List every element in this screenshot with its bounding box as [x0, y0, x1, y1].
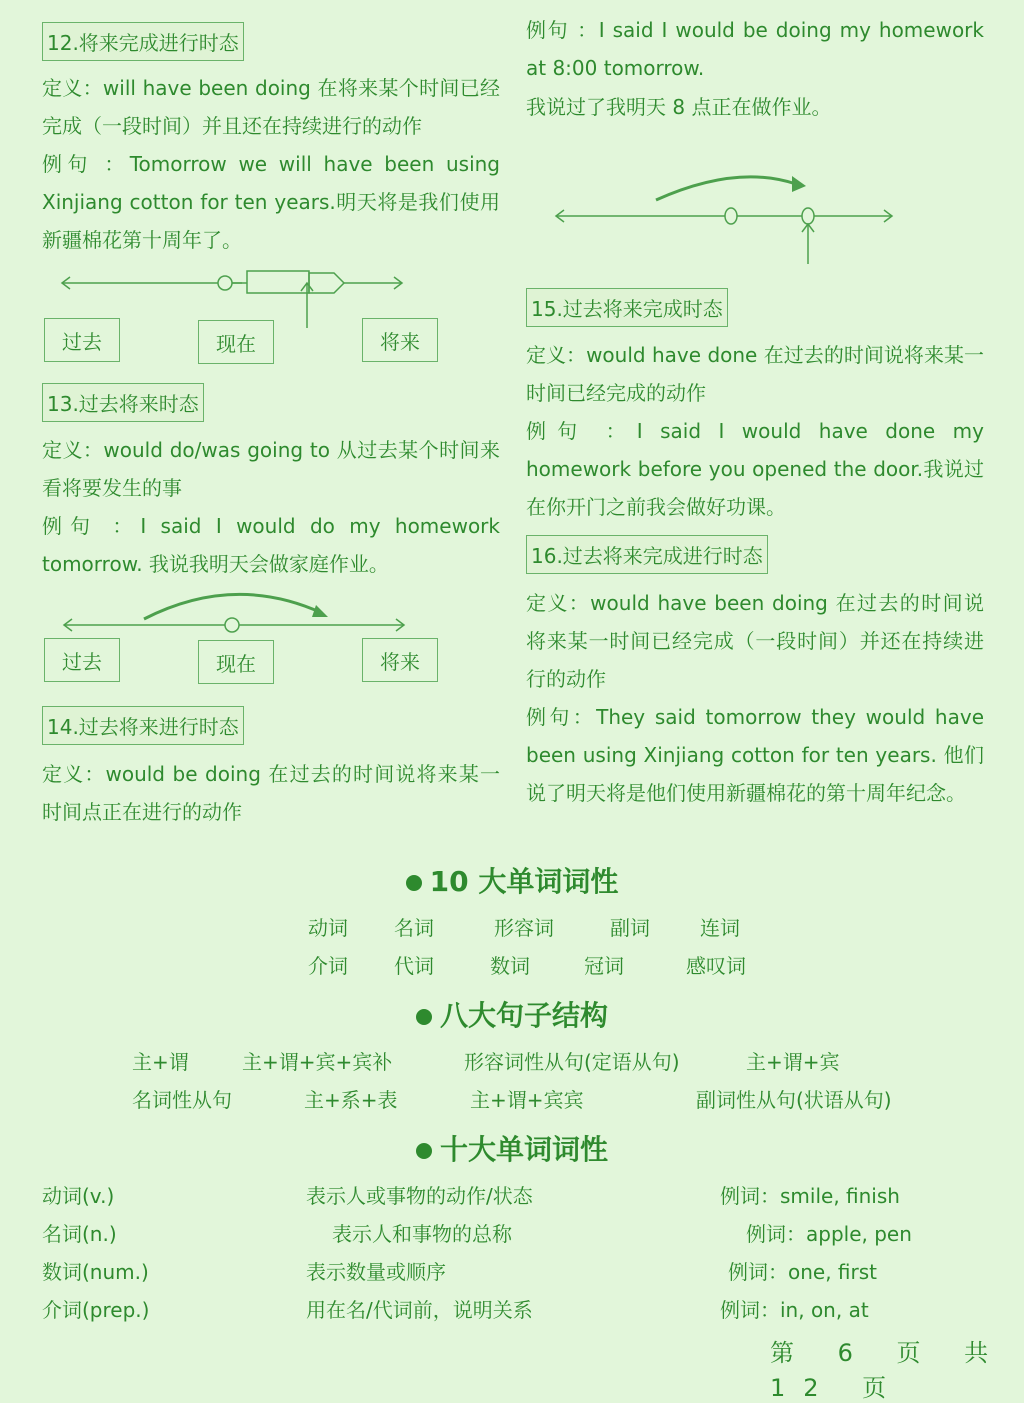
section-15-example: 例句 ：I said I would have done my homework before you opened the door.我说过在你开门之前我会做好功课。 — [526, 419, 984, 519]
box-present-13: 现在 — [198, 640, 274, 684]
pos-example: 例词：apple, pen — [746, 1222, 912, 1246]
section-12-example: 例句 ：Tomorrow we will have been using Xinjiang cotton for ten years.明天将是我们使用新疆棉花第十周年了。 — [42, 152, 500, 252]
section-13-example: 例句 ：I said I would do my homework tomorrow. 我说我明天会做家庭作业。 — [42, 514, 500, 576]
pos-name: 数词(num.) — [42, 1260, 149, 1284]
pos10-word: 动词 — [308, 916, 348, 940]
pos10-word: 数词 — [490, 954, 530, 978]
pos10-title: 10 大单词词性 — [429, 865, 619, 898]
pos-desc: 表示数量或顺序 — [306, 1260, 446, 1284]
box-past-13: 过去 — [44, 638, 120, 682]
sentence-structure: 主+谓+宾宾 — [470, 1088, 584, 1112]
section-16-example: 例句：They said tomorrow they would have been using Xinjiang cotton for ten years. 他们说了明天将是他们使用新疆棉花的第十周年纪念。 — [526, 705, 984, 805]
pos10-word: 冠词 — [584, 954, 624, 978]
box-future-12: 将来 — [362, 318, 438, 362]
pos-desc: 表示人或事物的动作/状态 — [306, 1184, 533, 1208]
sentence-structure: 形容词性从句(定语从句) — [464, 1050, 680, 1074]
box-future-13: 将来 — [362, 638, 438, 682]
bullet-icon — [406, 875, 422, 891]
section-15-definition: 定义：would have done 在过去的时间说将来某一时间已经完成的动作 — [526, 343, 984, 405]
pos-example: 例词：in, on, at — [720, 1298, 869, 1322]
sentence-structure: 主+系+表 — [304, 1088, 398, 1112]
pos10-word: 形容词 — [494, 916, 554, 940]
pos10-word: 名词 — [394, 916, 434, 940]
sentence8-heading — [0, 994, 1024, 1034]
section-13-definition: 定义：would do/was going to 从过去某个时间来看将要发生的事 — [42, 438, 500, 500]
sentence-structure: 名词性从句 — [132, 1088, 232, 1112]
section-14-title: 14.过去将来进行时态 — [42, 706, 244, 745]
section-16-definition: 定义：would have been doing 在过去的时间说将来某一时间已经完成（一段时间）并还在持续进行的动作 — [526, 591, 984, 691]
box-past-12: 过去 — [44, 318, 120, 362]
pos10b-heading — [0, 1128, 1024, 1168]
box-present-12: 现在 — [198, 320, 274, 364]
bullet-icon — [416, 1009, 432, 1025]
section-14-example-cn: 我说过了我明天 8 点正在做作业。 — [526, 95, 832, 119]
section-14-definition: 定义：would be doing 在过去的时间说将来某一时间点正在进行的动作 — [42, 762, 500, 824]
bullet-icon — [416, 1143, 432, 1159]
pos-example: 例词：one, first — [728, 1260, 878, 1284]
section-15-title: 15.过去将来完成时态 — [526, 288, 728, 327]
sentence-structure: 主+谓+宾+宾补 — [242, 1050, 393, 1074]
sentence-structure: 副词性从句(状语从句) — [696, 1088, 892, 1112]
page-footer: 第 6 页 共 12 页 — [770, 1339, 1007, 1402]
pos-name: 名词(n.) — [42, 1222, 117, 1246]
section-13-title: 13.过去将来时态 — [42, 383, 204, 422]
pos-name: 动词(v.) — [42, 1184, 115, 1208]
sentence-structure: 主+谓 — [132, 1050, 189, 1074]
section-12-definition: 定义：will have been doing 在将来某个时间已经完成（一段时间）并且还在持续进行的动作 — [42, 76, 500, 138]
pos10-word: 副词 — [610, 916, 650, 940]
pos10-heading — [0, 860, 1024, 900]
pos-example: 例词：smile, finish — [720, 1184, 900, 1208]
section-12-title: 12.将来完成进行时态 — [42, 22, 244, 61]
sentence8-title: 八大句子结构 — [439, 999, 608, 1032]
pos-desc: 表示人和事物的总称 — [332, 1222, 512, 1246]
section-16-title: 16.过去将来完成进行时态 — [526, 535, 768, 574]
pos-name: 介词(prep.) — [42, 1298, 150, 1322]
pos10-word: 感叹词 — [686, 954, 746, 978]
timeline-14 — [556, 170, 896, 270]
timeline-13 — [64, 585, 444, 640]
section-14-example-en: 例句 ：I said I would be doing my homework at 8:00 tomorrow. — [526, 18, 984, 80]
pos10-word: 代词 — [394, 954, 434, 978]
sentence-structure: 主+谓+宾 — [746, 1050, 840, 1074]
pos-desc: 用在名/代词前，说明关系 — [306, 1298, 533, 1322]
pos10b-title: 十大单词词性 — [439, 1133, 608, 1166]
pos10-word: 介词 — [308, 954, 348, 978]
pos10-word: 连词 — [700, 916, 740, 940]
